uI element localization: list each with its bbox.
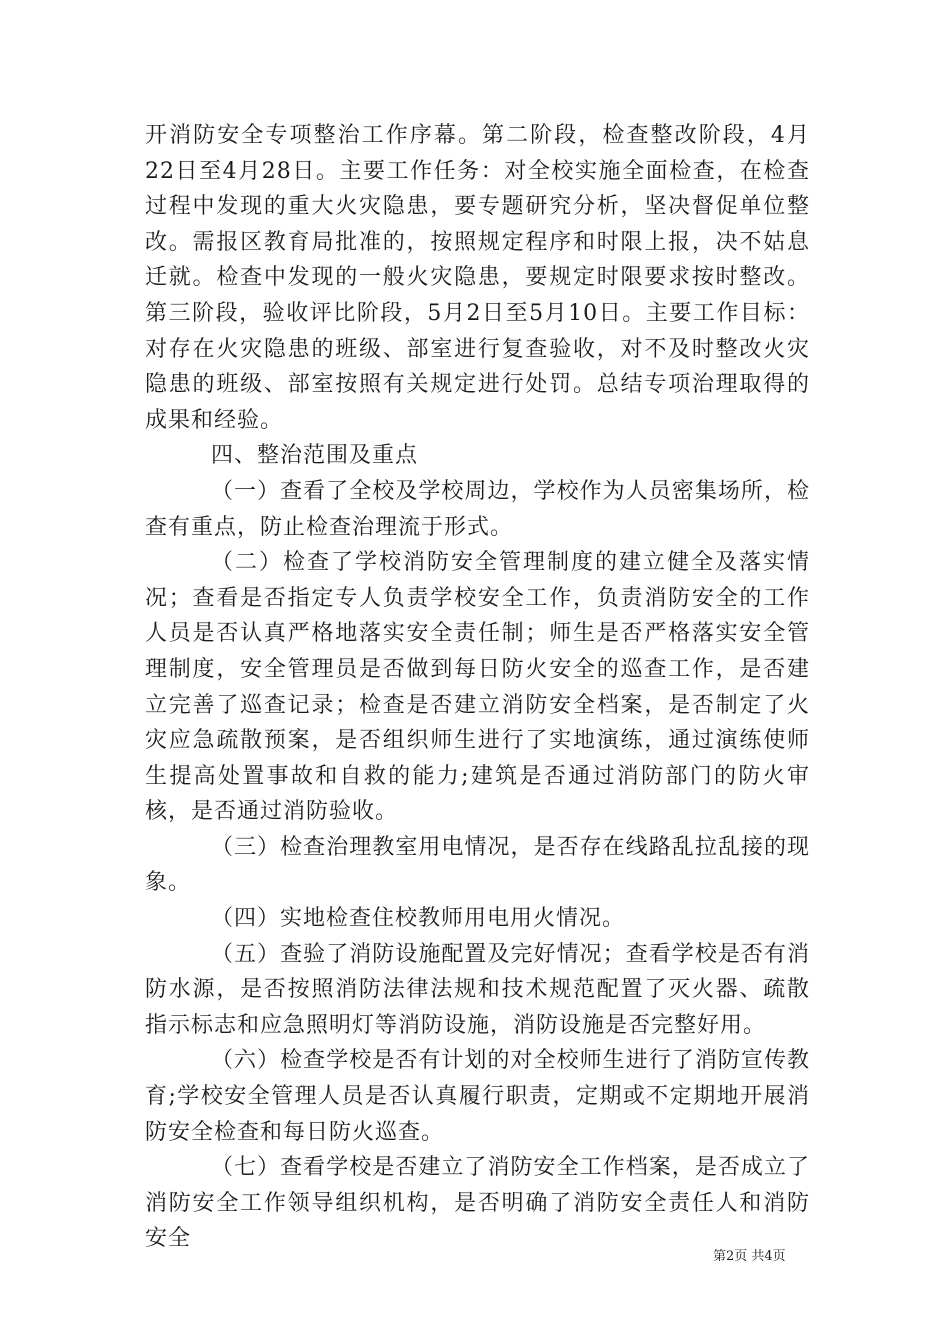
paragraph-item-1: （一）查看了全校及学校周边，学校作为人员密集场所，检查有重点，防止检查治理流于形式。 [145,478,810,540]
paragraph-stage-schedule: 开消防安全专项整治工作序幕。第二阶段，检查整改阶段，4月22日至4月28日。主要工作任务：对全校实施全面检查，在检查过程中发现的重大火灾隐患，要专题研究分析，坚决督促单位整改。需报区教育局批准的，按照规定程序和时限上报，决不姑息迁就。检查中发现的一般火灾隐患，要规定时限要求按时整改。第三阶段，验收评比阶段，5月2日至5月10日。主要工作目标：对存在火灾隐患的班级、部室进行复查验收，对不及时整改火灾隐患的班级、部室按照有关规定进行处罚。总结专项治理取得的成果和经验。 [145,123,810,433]
section-heading-scope: 四、整治范围及重点 [211,443,419,469]
paragraph-item-4: （四）实地检查住校教师用电用火情况。 [211,906,626,932]
paragraph-item-3: （三）检查治理教室用电情况，是否存在线路乱拉乱接的现象。 [145,834,810,896]
paragraph-item-7: （七）查看学校是否建立了消防安全工作档案，是否成立了消防安全工作领导组织机构，是否明确了消防安全责任人和消防安全 [145,1155,810,1252]
paragraph-item-6: （六）检查学校是否有计划的对全校师生进行了消防宣传教育;学校安全管理人员是否认真履行职责，定期或不定期地开展消防安全检查和每日防火巡查。 [145,1048,810,1145]
paragraph-item-2: （二）检查了学校消防安全管理制度的建立健全及落实情况；查看是否指定专人负责学校安全工作，负责消防安全的工作人员是否认真严格地落实安全责任制；师生是否严格落实安全管理制度，安全管理员是否做到每日防火安全的巡查工作，是否建立完善了巡查记录；检查是否建立消防安全档案，是否制定了火灾应急疏散预案，是否组织师生进行了实地演练，通过演练使师生提高处置事故和自救的能力;建筑是否通过消防部门的防火审核，是否通过消防验收。 [145,550,810,825]
page-number-footer: 第2页 共4页 [713,1249,786,1264]
paragraph-item-5: （五）查验了消防设施配置及完好情况；查看学校是否有消防水源，是否按照消防法律法规和技术规范配置了灭火器、疏散指示标志和应急照明灯等消防设施，消防设施是否完整好用。 [145,941,810,1038]
document-body [145,118,810,1257]
